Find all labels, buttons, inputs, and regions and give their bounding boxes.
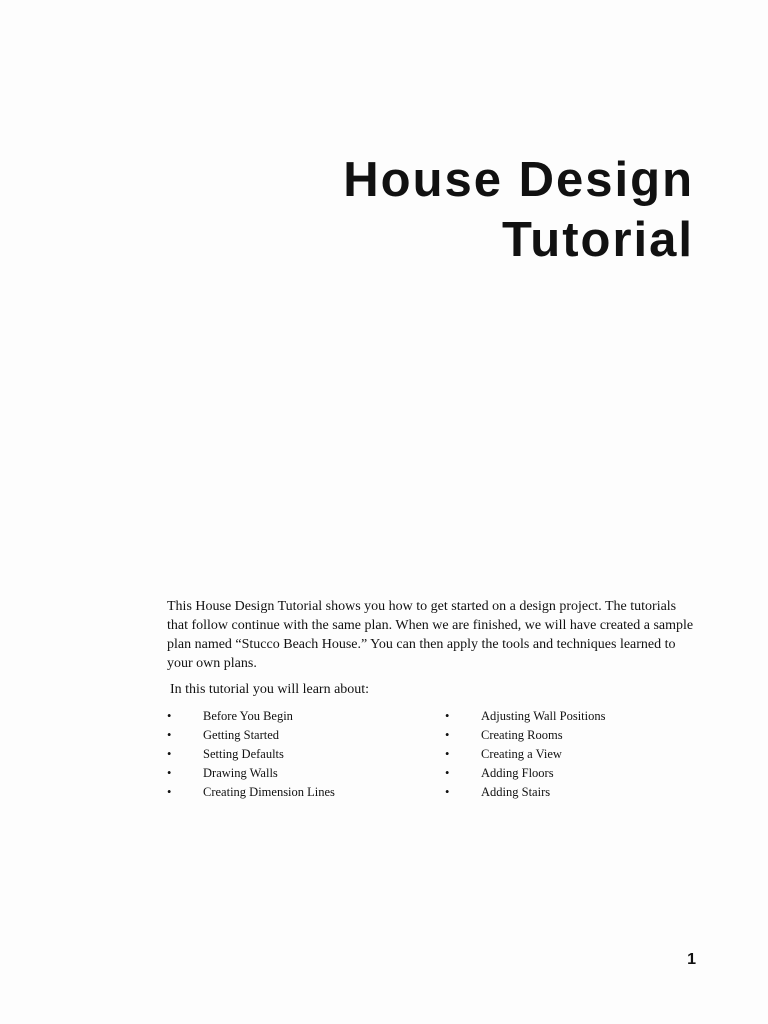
list-item [167, 764, 335, 783]
title-line-1: House Design [343, 153, 694, 207]
topic-label: Adding Floors [481, 766, 554, 780]
list-item [167, 707, 335, 726]
list-item [445, 726, 605, 745]
bullet-icon: • [445, 785, 450, 799]
topic-label: Creating a View [481, 747, 562, 761]
topic-label: Drawing Walls [203, 766, 278, 780]
bullet-icon: • [445, 728, 450, 742]
bullet-icon: • [167, 709, 172, 723]
bullet-icon: • [445, 766, 450, 780]
list-item [445, 783, 605, 802]
intro-paragraph: This House Design Tutorial shows you how to get started on a design project. The tutorials that follow continue with the same plan. When we are finished, we will have created a sample plan named “Stucco Beach House.” You can then apply the tools and techniques learned to your own plans. [167, 599, 694, 671]
topic-label: Getting Started [203, 728, 280, 742]
topic-label: Adjusting Wall Positions [481, 709, 606, 723]
list-item [445, 764, 605, 783]
topic-label: Adding Stairs [481, 785, 551, 799]
list-item [445, 707, 605, 726]
bullet-icon: • [445, 709, 450, 723]
bullet-icon: • [445, 747, 450, 761]
topic-list-right [445, 707, 605, 802]
page-number: 1 [687, 951, 696, 968]
topic-label: Setting Defaults [203, 747, 284, 761]
topic-label: Before You Begin [203, 709, 293, 723]
bullet-icon: • [167, 785, 172, 799]
page-title [343, 150, 694, 270]
topic-list-left [167, 707, 335, 802]
bullet-icon: • [167, 747, 172, 761]
topic-label: Creating Rooms [481, 728, 563, 742]
list-item [167, 726, 335, 745]
bullet-icon: • [167, 766, 172, 780]
lead-in-text: In this tutorial you will learn about: [170, 682, 370, 697]
bullet-icon: • [167, 728, 172, 742]
list-item [167, 745, 335, 764]
topic-label: Creating Dimension Lines [203, 785, 335, 799]
list-item [445, 745, 605, 764]
list-item [167, 783, 335, 802]
title-line-2: Tutorial [501, 213, 694, 267]
